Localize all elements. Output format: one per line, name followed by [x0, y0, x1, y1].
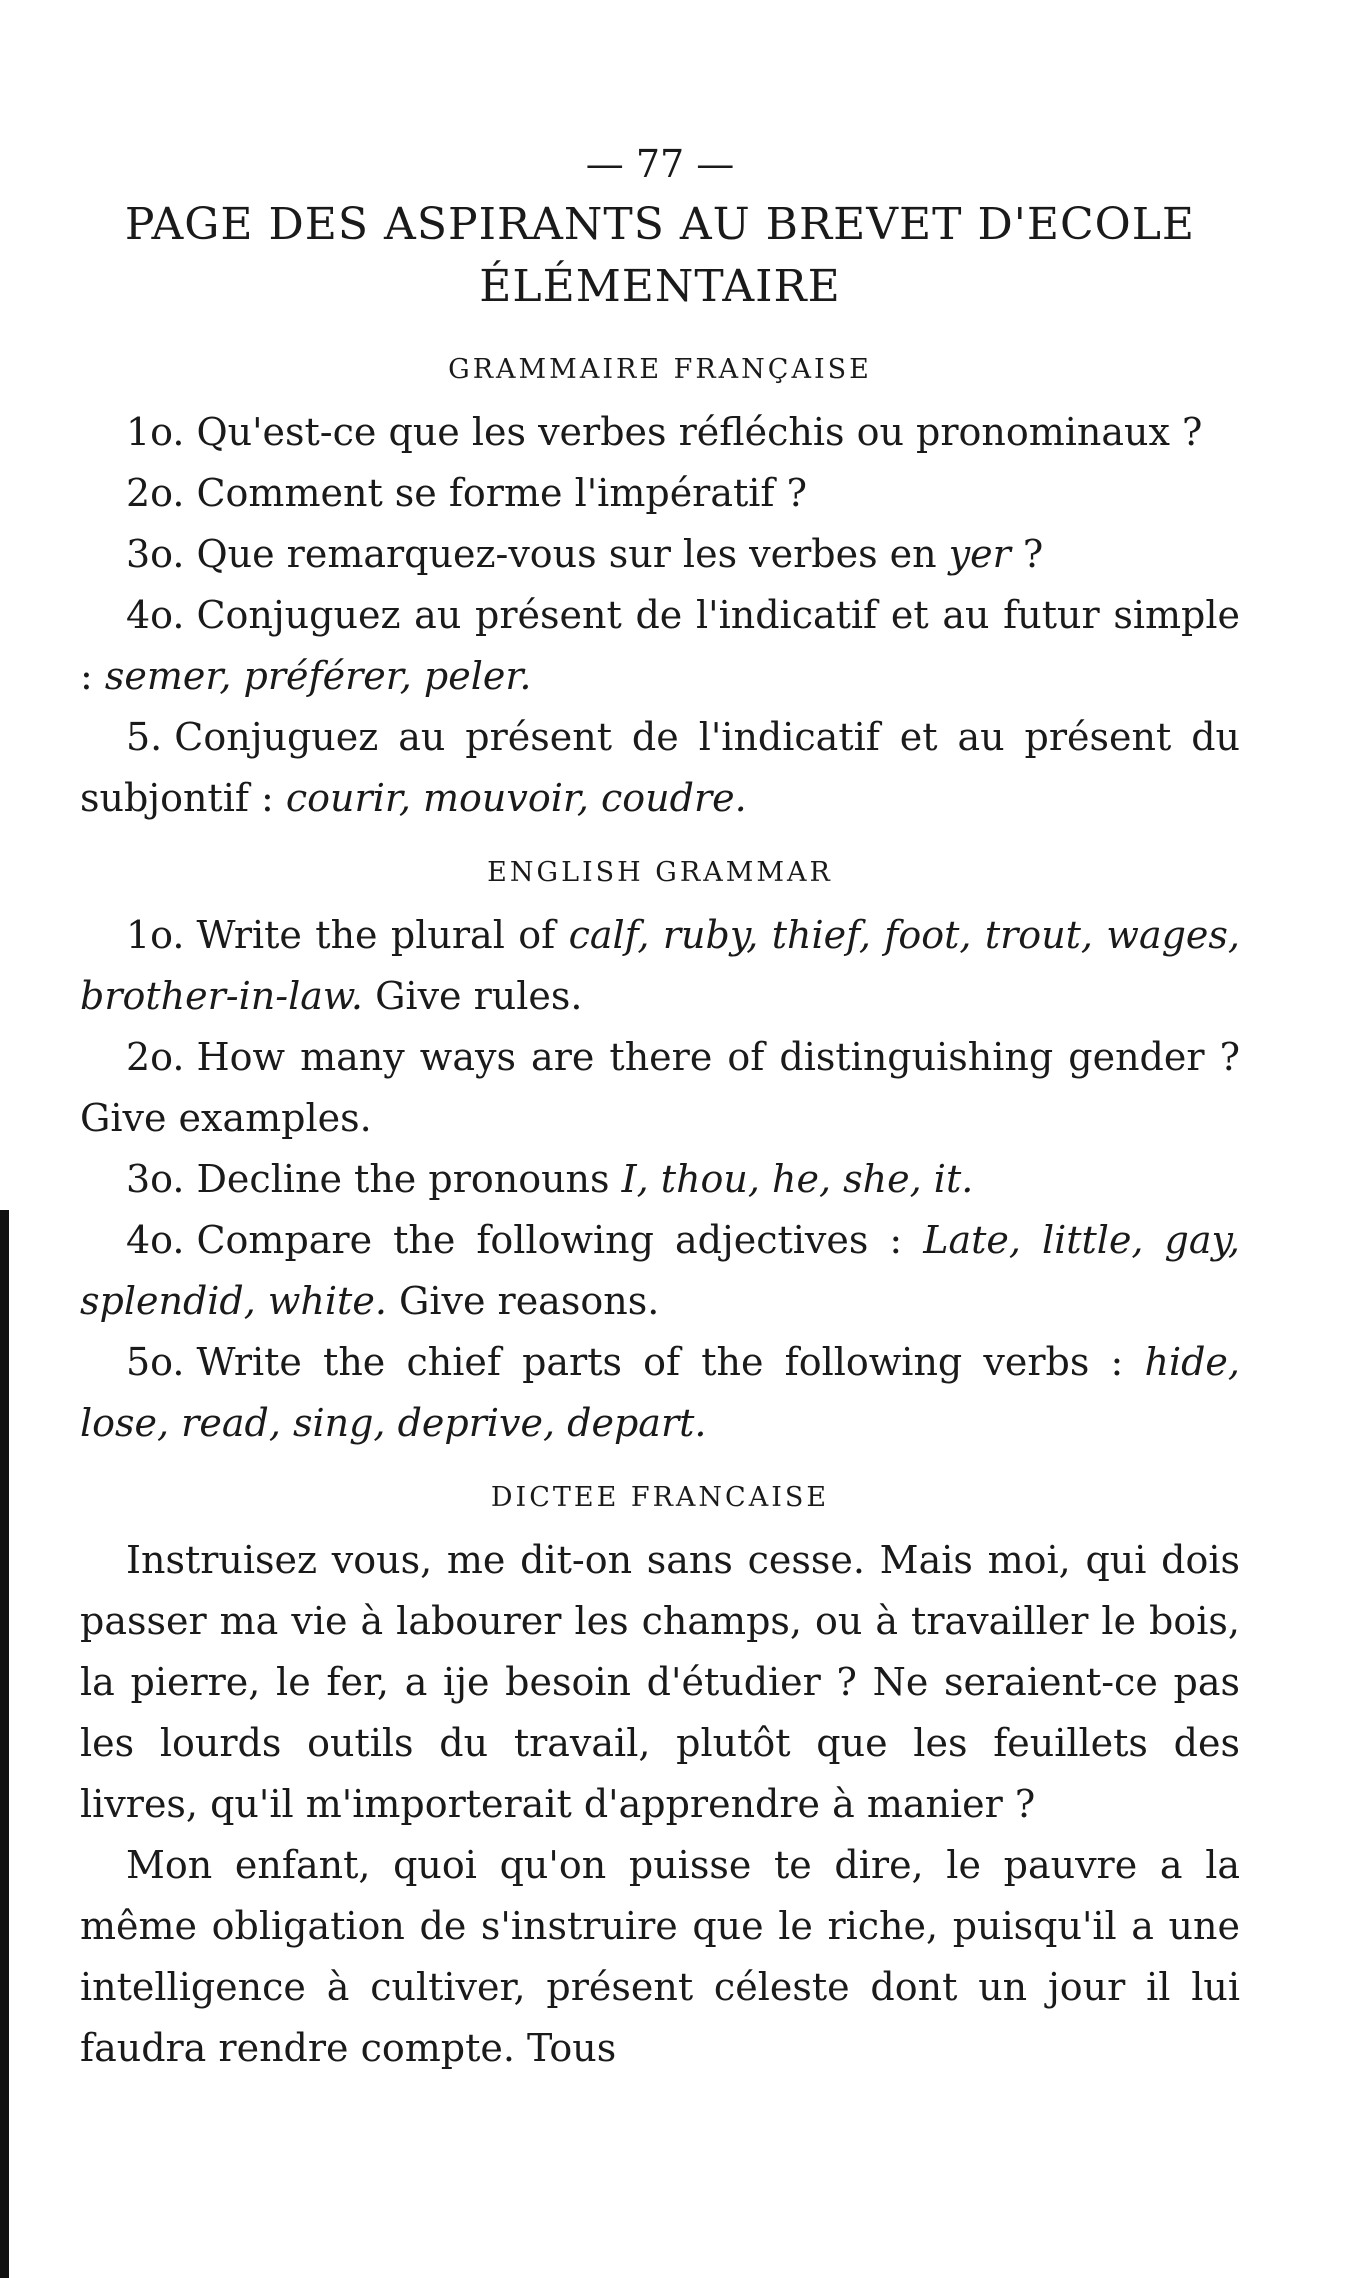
question-text: Compare the following adjectives : [196, 1218, 924, 1262]
question-number: 2o. [126, 471, 185, 515]
english-question-2 [80, 1027, 1240, 1149]
question-number: 5o. [126, 1340, 185, 1384]
question-italic-text: hide, lose, read, sing, deprive, depart. [80, 1340, 1240, 1445]
title-line-1: PAGE DES ASPIRANTS AU BREVET D'ECOLE [124, 199, 1196, 250]
english-question-1 [80, 905, 1240, 1027]
question-tail-text: Give rules. [362, 974, 583, 1018]
question-italic-text: semer, préférer, peler. [104, 654, 532, 698]
english-question-3 [80, 1149, 1240, 1210]
question-number: 4o. [126, 593, 185, 637]
dictee-paragraph-2: Mon enfant, quoi qu'on puisse te dire, le pauvre a la même obligation de s'instruire que le riche, puisqu'il a une intelligence à cultiver, présent céleste dont un jour il lui faudra rendre compte. Tous [80, 1843, 1240, 2070]
question-italic-text: courir, mouvoir, coudre. [285, 776, 747, 820]
question-text: Write the plural of [196, 913, 569, 957]
question-number: 1o. [126, 410, 185, 454]
binding-edge [0, 1210, 9, 2278]
french-question-4 [80, 585, 1240, 707]
question-text: Que remarquez-vous sur les verbes en [196, 532, 949, 576]
question-number: 4o. [126, 1218, 185, 1262]
french-question-3 [80, 524, 1240, 585]
question-text: How many ways are there of distinguishing gender ? Give examples. [80, 1035, 1240, 1140]
question-italic-text: I, thou, he, she, it. [621, 1157, 974, 1201]
french-question-5 [80, 707, 1240, 829]
question-italic-text: Late, little, gay, splendid, white. [80, 1218, 1240, 1323]
dictee-paragraph-1: Instruisez vous, me dit-on sans cesse. Mais moi, qui dois passer ma vie à labourer les champs, ou à travailler le bois, la pierre, le fer, a ije besoin d'étudier ? Ne seraient-ce pas les lourds outils du travail, plutôt que les feuillets des livres, qu'il m'importerait d'apprendre à manier ? [80, 1538, 1240, 1826]
question-tail-text: Give reasons. [386, 1279, 660, 1323]
dictee-heading: DICTEE FRANCAISE [490, 1482, 830, 1513]
question-text: Decline the pronouns [196, 1157, 622, 1201]
question-text: Write the chief parts of the following verbs : [196, 1340, 1145, 1384]
question-text: Conjuguez au présent de l'indicatif et au futur simple : [80, 593, 1240, 698]
english-question-4 [80, 1210, 1240, 1332]
title-line-2: ÉLÉMENTAIRE [479, 261, 841, 312]
question-number: 3o. [126, 532, 185, 576]
question-text: Comment se forme l'impératif ? [196, 471, 807, 515]
question-number: 2o. [126, 1035, 185, 1079]
french-question-2 [80, 463, 1240, 524]
french-grammar-heading: GRAMMAIRE FRANÇAISE [448, 354, 872, 385]
question-number: 5. [126, 715, 163, 759]
question-italic-text: yer [948, 532, 1011, 576]
english-grammar-heading: ENGLISH GRAMMAR [487, 857, 833, 888]
question-number: 3o. [126, 1157, 185, 1201]
page-content [80, 140, 1240, 2079]
page-title [80, 194, 1240, 318]
question-text: Qu'est-ce que les verbes réfléchis ou pronominaux ? [196, 410, 1203, 454]
question-number: 1o. [126, 913, 185, 957]
question-italic-text: calf, ruby, thief, foot, trout, wages, brother-in-law. [80, 913, 1240, 1018]
french-question-1 [80, 402, 1240, 463]
page-number: — 77 — [585, 142, 735, 186]
english-question-5 [80, 1332, 1240, 1454]
question-tail-text: ? [1010, 532, 1044, 576]
question-text: Conjuguez au présent de l'indicatif et au présent du subjontif : [80, 715, 1240, 820]
